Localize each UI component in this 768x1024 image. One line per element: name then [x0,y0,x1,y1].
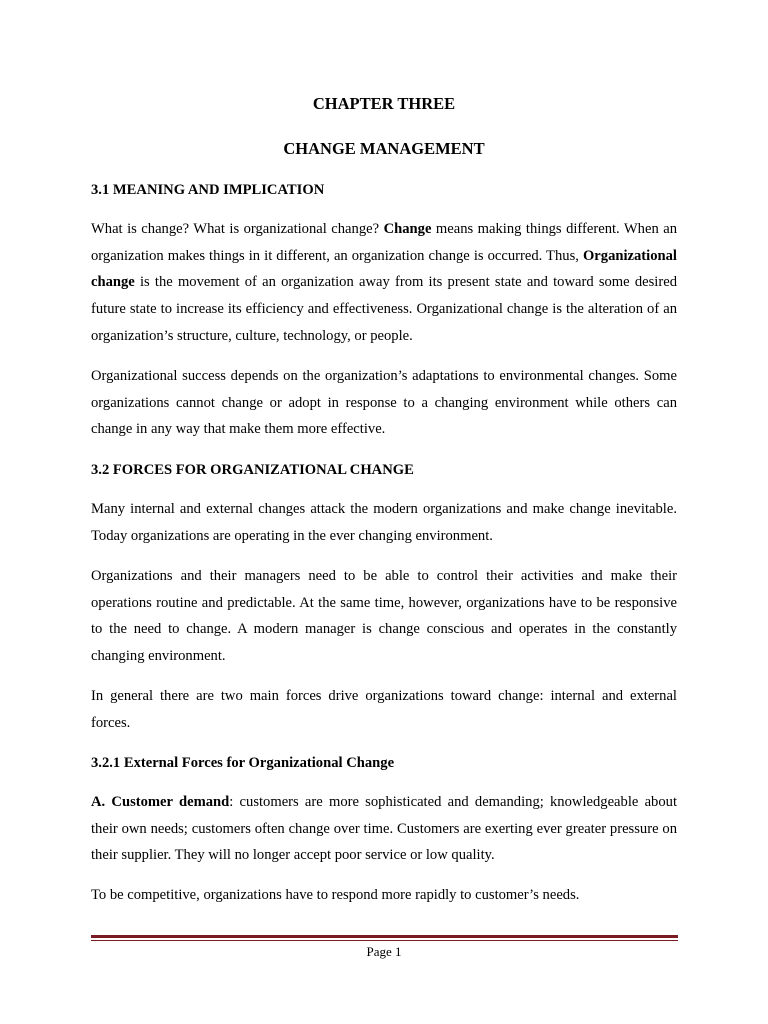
section-3-1-title: 3.1 MEANING AND IMPLICATION [91,182,325,198]
page-number: Page 1 [366,944,402,959]
section-3-2-1-paragraph-1: A. Customer demand: customers are more sophisticated and demanding; knowledgeable about their own needs; customers often change over time. Customers are exerting ever greater pressure on their supplier. They will no longer accept poor service or low quality. [91,794,677,864]
footer-rule-thin [91,940,678,941]
footer-rule-thick [91,935,678,938]
chapter-heading: CHAPTER THREE [312,94,456,113]
section-3-2-paragraph-1: Many internal and external changes attack the modern organizations and make change inevitable. Today organizations are operating in the ever changing environment. [91,501,677,544]
section-3-2-1-title: 3.2.1 External Forces for Organizational Change [91,755,395,771]
section-3-1-paragraph-1: What is change? What is organizational change? Change means making things different. When an organization makes things in it different, an organization change is occurred. Thus, Organizational change is the movement of an organization away from its present state and toward some desired future state to increase its efficiency and effectiveness. Organizational change is the alteration of an organization’s structure, culture, technology, or people. [91,221,678,344]
bold-term-customer-demand: A. Customer demand [91,794,230,810]
chapter-title: CHANGE MANAGEMENT [283,139,485,158]
section-3-1-paragraph-2: Organizational success depends on the organization’s adaptations to environmental changes. Some organizations cannot change or adopt in response to a changing environment while others can change in any way that make them more effective. [91,368,677,438]
section-3-2-1-paragraph-2: To be competitive, organizations have to respond more rapidly to customer’s needs. [91,887,580,903]
section-3-2-paragraph-2: Organizations and their managers need to be able to control their activities and make their operations routine and predictable. At the same time, however, organizations have to be responsive to the need to change. A modern manager is change conscious and operates in the constantly changing environment. [91,568,677,665]
bold-term-change: Change [383,221,432,237]
section-3-2-title: 3.2 FORCES FOR ORGANIZATIONAL CHANGE [91,462,414,478]
section-3-2-paragraph-3: In general there are two main forces drive organizations toward change: internal and external forces. [91,688,677,731]
bold-term-organizational-change: Organizational change [91,247,677,291]
